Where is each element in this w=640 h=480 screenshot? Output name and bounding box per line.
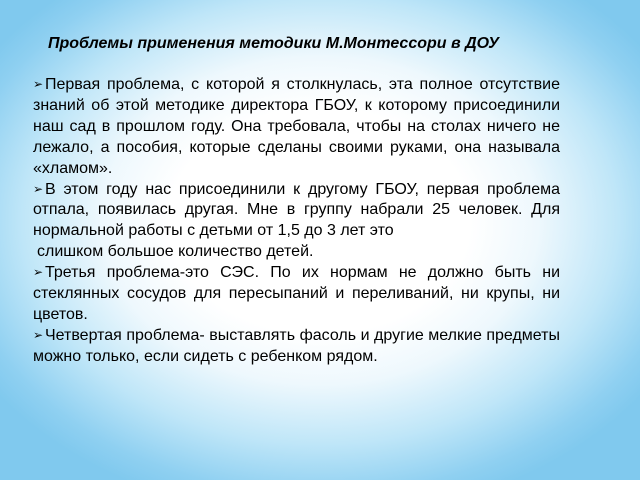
paragraph-4 bbox=[33, 326, 560, 368]
slide-body bbox=[33, 75, 560, 368]
paragraph-2-text: В этом году нас присоединили к другому ГБОУ, первая проблема отпала, появилась другая. Мне в группу набрали 25 человек. Для нормальной работы с детьми от 1,5 до 3 лет это bbox=[33, 180, 560, 240]
paragraph-1-text: Первая проблема, с которой я столкнулась, эта полное отсутствие знаний об этой методике директора ГБОУ, к которому присоединили наш сад в прошлом году. Она требовала, чтобы на столах ничего не лежало, а пособия, которые сделаны своими руками, она называла «хламом». bbox=[33, 76, 560, 177]
paragraph-2-continuation-text: слишком большое количество детей. bbox=[37, 243, 314, 261]
arrow-bullet-icon: ➢ bbox=[33, 265, 44, 280]
arrow-bullet-icon: ➢ bbox=[33, 77, 44, 91]
slide-title: Проблемы применения методики М.Монтессори в ДОУ bbox=[48, 35, 499, 52]
paragraph-3-text: Третья проблема-это СЭС. По их нормам не должно быть ни стеклянных сосудов для пересыпаний и переливаний, ни крупы, ни цветов. bbox=[33, 264, 560, 323]
paragraph-2 bbox=[33, 180, 560, 243]
paragraph-1 bbox=[33, 75, 560, 180]
arrow-bullet-icon: ➢ bbox=[33, 327, 44, 342]
paragraph-2-continuation bbox=[33, 242, 560, 263]
arrow-bullet-icon: ➢ bbox=[33, 181, 44, 196]
paragraph-4-text: Четвертая проблема- выставлять фасоль и другие мелкие предметы можно только, если сидеть с ребенком рядом. bbox=[33, 326, 560, 365]
paragraph-3 bbox=[33, 263, 560, 326]
